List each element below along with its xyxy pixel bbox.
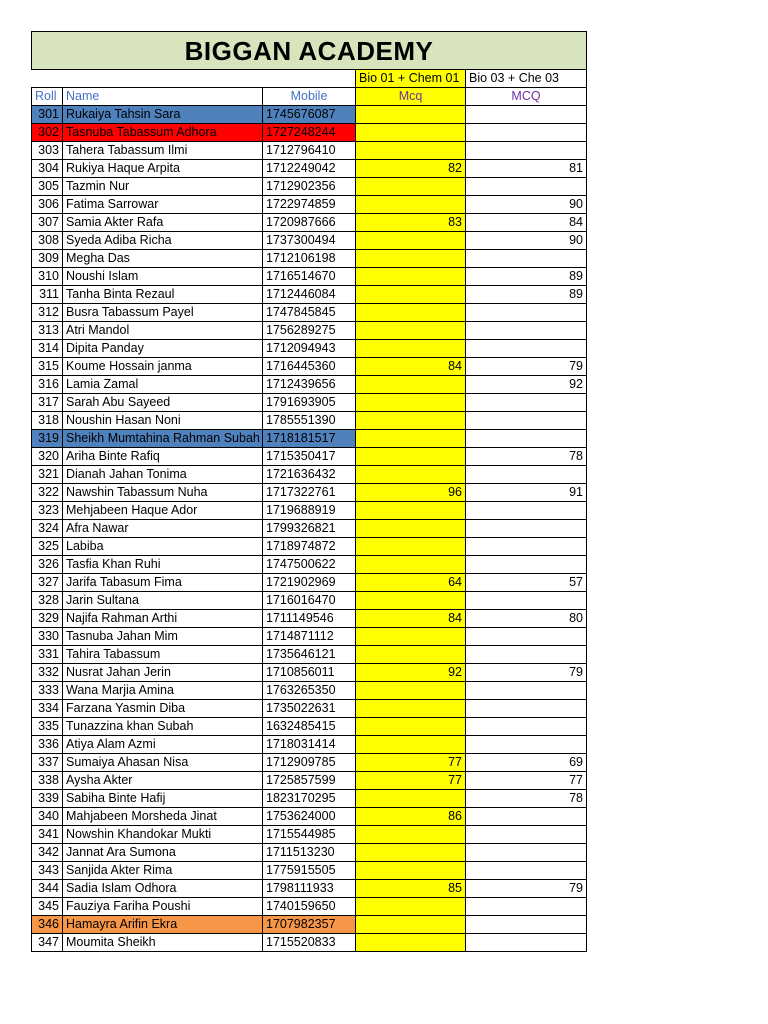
name-cell: Tunazzina khan Subah [63, 718, 263, 736]
mobile-cell: 1823170295 [263, 790, 356, 808]
roll-cell: 344 [32, 880, 63, 898]
mobile-cell: 1712106198 [263, 250, 356, 268]
group-header-row [32, 70, 587, 88]
header-mobile: Mobile [263, 88, 356, 106]
table-row [32, 214, 587, 232]
score-bio03-che03-cell [466, 592, 587, 610]
table-row [32, 556, 587, 574]
score-bio01-chem01-cell: 77 [356, 754, 466, 772]
table-row [32, 142, 587, 160]
mobile-cell: 1740159650 [263, 898, 356, 916]
score-bio03-che03-cell [466, 736, 587, 754]
table-row [32, 466, 587, 484]
name-cell: Koume Hossain janma [63, 358, 263, 376]
roll-cell: 327 [32, 574, 63, 592]
mobile-cell: 1711149546 [263, 610, 356, 628]
name-cell: Dianah Jahan Tonima [63, 466, 263, 484]
table-row [32, 178, 587, 196]
header-roll: Roll [32, 88, 63, 106]
name-cell: Jarifa Tabasum Fima [63, 574, 263, 592]
name-cell: Tanha Binta Rezaul [63, 286, 263, 304]
roll-cell: 329 [32, 610, 63, 628]
roll-cell: 328 [32, 592, 63, 610]
score-bio03-che03-cell [466, 826, 587, 844]
name-cell: Fatima Sarrowar [63, 196, 263, 214]
score-bio03-che03-cell: 84 [466, 214, 587, 232]
mobile-cell: 1763265350 [263, 682, 356, 700]
name-cell: Ariha Binte Rafiq [63, 448, 263, 466]
table-row [32, 304, 587, 322]
table-row [32, 358, 587, 376]
mobile-cell: 1756289275 [263, 322, 356, 340]
mobile-cell: 1735646121 [263, 646, 356, 664]
table-row [32, 646, 587, 664]
title-row [32, 32, 587, 70]
name-cell: Rukiya Haque Arpita [63, 160, 263, 178]
mobile-cell: 1720987666 [263, 214, 356, 232]
score-bio03-che03-cell: 91 [466, 484, 587, 502]
table-row [32, 790, 587, 808]
group-bio01-chem01: Bio 01 + Chem 01 [356, 70, 466, 88]
name-cell: Sanjida Akter Rima [63, 862, 263, 880]
roll-cell: 319 [32, 430, 63, 448]
score-bio03-che03-cell [466, 646, 587, 664]
mobile-cell: 1717322761 [263, 484, 356, 502]
score-bio03-che03-cell [466, 322, 587, 340]
mobile-cell: 1735022631 [263, 700, 356, 718]
score-bio03-che03-cell [466, 628, 587, 646]
table-row [32, 754, 587, 772]
header-name: Name [63, 88, 263, 106]
score-bio01-chem01-cell [356, 448, 466, 466]
table-row [32, 934, 587, 952]
table-row [32, 844, 587, 862]
mobile-cell: 1718181517 [263, 430, 356, 448]
score-bio01-chem01-cell [356, 304, 466, 322]
score-bio03-che03-cell [466, 124, 587, 142]
table-row [32, 574, 587, 592]
score-bio01-chem01-cell: 84 [356, 610, 466, 628]
table-row [32, 322, 587, 340]
name-cell: Farzana Yasmin Diba [63, 700, 263, 718]
table-row [32, 664, 587, 682]
mobile-cell: 1737300494 [263, 232, 356, 250]
score-bio01-chem01-cell: 64 [356, 574, 466, 592]
score-bio01-chem01-cell [356, 826, 466, 844]
roll-cell: 312 [32, 304, 63, 322]
name-cell: Sabiha Binte Hafij [63, 790, 263, 808]
table-row [32, 520, 587, 538]
mobile-cell: 1707982357 [263, 916, 356, 934]
score-bio03-che03-cell: 77 [466, 772, 587, 790]
mobile-cell: 1715350417 [263, 448, 356, 466]
score-bio03-che03-cell: 80 [466, 610, 587, 628]
score-bio03-che03-cell [466, 412, 587, 430]
name-cell: Wana Marjia Amina [63, 682, 263, 700]
table-row [32, 430, 587, 448]
mobile-cell: 1712902356 [263, 178, 356, 196]
roll-cell: 313 [32, 322, 63, 340]
table-row [32, 160, 587, 178]
score-bio01-chem01-cell [356, 466, 466, 484]
name-cell: Sadia Islam Odhora [63, 880, 263, 898]
roll-cell: 320 [32, 448, 63, 466]
mobile-cell: 1718031414 [263, 736, 356, 754]
table-row [32, 412, 587, 430]
name-cell: Sarah Abu Sayeed [63, 394, 263, 412]
roll-cell: 335 [32, 718, 63, 736]
mobile-cell: 1798111933 [263, 880, 356, 898]
score-bio01-chem01-cell: 92 [356, 664, 466, 682]
group-bio03-che03: Bio 03 + Che 03 [466, 70, 587, 88]
mobile-cell: 1747500622 [263, 556, 356, 574]
score-bio01-chem01-cell: 96 [356, 484, 466, 502]
score-bio03-che03-cell [466, 682, 587, 700]
roll-cell: 304 [32, 160, 63, 178]
score-bio01-chem01-cell: 84 [356, 358, 466, 376]
roll-cell: 330 [32, 628, 63, 646]
roll-cell: 323 [32, 502, 63, 520]
table-row [32, 736, 587, 754]
score-bio03-che03-cell [466, 718, 587, 736]
mobile-cell: 1714871112 [263, 628, 356, 646]
mobile-cell: 1712439656 [263, 376, 356, 394]
name-cell: Aysha Akter [63, 772, 263, 790]
name-cell: Tasnuba Tabassum Adhora [63, 124, 263, 142]
roll-cell: 308 [32, 232, 63, 250]
score-bio03-che03-cell: 69 [466, 754, 587, 772]
mobile-cell: 1715520833 [263, 934, 356, 952]
score-bio01-chem01-cell [356, 862, 466, 880]
name-cell: Sheikh Mumtahina Rahman Subah [63, 430, 263, 448]
score-bio01-chem01-cell [356, 286, 466, 304]
table-row [32, 268, 587, 286]
roll-cell: 342 [32, 844, 63, 862]
table-row [32, 898, 587, 916]
name-cell: Nawshin Tabassum Nuha [63, 484, 263, 502]
name-cell: Najifa Rahman Arthi [63, 610, 263, 628]
table-row [32, 484, 587, 502]
roll-cell: 303 [32, 142, 63, 160]
name-cell: Mehjabeen Haque Ador [63, 502, 263, 520]
score-bio03-che03-cell [466, 934, 587, 952]
score-bio01-chem01-cell [356, 718, 466, 736]
mobile-cell: 1712249042 [263, 160, 356, 178]
score-sheet-table [31, 31, 587, 952]
mobile-cell: 1799326821 [263, 520, 356, 538]
score-bio03-che03-cell: 89 [466, 268, 587, 286]
score-bio01-chem01-cell [356, 232, 466, 250]
score-bio01-chem01-cell [356, 682, 466, 700]
score-bio03-che03-cell: 57 [466, 574, 587, 592]
table-row [32, 700, 587, 718]
header-mcq-1: Mcq [356, 88, 466, 106]
score-bio03-che03-cell: 90 [466, 196, 587, 214]
roll-cell: 322 [32, 484, 63, 502]
score-bio03-che03-cell [466, 520, 587, 538]
score-bio03-che03-cell [466, 700, 587, 718]
name-cell: Tahera Tabassum Ilmi [63, 142, 263, 160]
table-row [32, 862, 587, 880]
roll-cell: 301 [32, 106, 63, 124]
score-bio03-che03-cell [466, 142, 587, 160]
column-header-row [32, 88, 587, 106]
roll-cell: 341 [32, 826, 63, 844]
score-bio03-che03-cell [466, 916, 587, 934]
name-cell: Labiba [63, 538, 263, 556]
mobile-cell: 1711513230 [263, 844, 356, 862]
score-bio01-chem01-cell [356, 538, 466, 556]
mobile-cell: 1716514670 [263, 268, 356, 286]
roll-cell: 347 [32, 934, 63, 952]
header-mcq-2: MCQ [466, 88, 587, 106]
mobile-cell: 1716445360 [263, 358, 356, 376]
table-row [32, 718, 587, 736]
name-cell: Lamia Zamal [63, 376, 263, 394]
score-bio03-che03-cell: 79 [466, 358, 587, 376]
score-bio01-chem01-cell [356, 520, 466, 538]
mobile-cell: 1745676087 [263, 106, 356, 124]
roll-cell: 311 [32, 286, 63, 304]
table-row [32, 502, 587, 520]
roll-cell: 340 [32, 808, 63, 826]
score-bio03-che03-cell [466, 250, 587, 268]
table-row [32, 682, 587, 700]
table-row [32, 880, 587, 898]
table-row [32, 826, 587, 844]
table-row [32, 808, 587, 826]
mobile-cell: 1710856011 [263, 664, 356, 682]
score-bio01-chem01-cell [356, 178, 466, 196]
roll-cell: 306 [32, 196, 63, 214]
name-cell: Atri Mandol [63, 322, 263, 340]
score-bio01-chem01-cell [356, 556, 466, 574]
score-bio01-chem01-cell [356, 790, 466, 808]
name-cell: Nusrat Jahan Jerin [63, 664, 263, 682]
score-bio01-chem01-cell [356, 916, 466, 934]
score-bio03-che03-cell [466, 340, 587, 358]
score-bio01-chem01-cell [356, 628, 466, 646]
score-bio03-che03-cell [466, 466, 587, 484]
name-cell: Nowshin Khandokar Mukti [63, 826, 263, 844]
mobile-cell: 1753624000 [263, 808, 356, 826]
score-bio03-che03-cell [466, 178, 587, 196]
table-row [32, 538, 587, 556]
roll-cell: 339 [32, 790, 63, 808]
table-row [32, 124, 587, 142]
mobile-cell: 1785551390 [263, 412, 356, 430]
name-cell: Moumita Sheikh [63, 934, 263, 952]
name-cell: Samia Akter Rafa [63, 214, 263, 232]
mobile-cell: 1712446084 [263, 286, 356, 304]
roll-cell: 332 [32, 664, 63, 682]
name-cell: Noushi Islam [63, 268, 263, 286]
roll-cell: 331 [32, 646, 63, 664]
score-bio01-chem01-cell: 82 [356, 160, 466, 178]
score-bio01-chem01-cell [356, 412, 466, 430]
roll-cell: 345 [32, 898, 63, 916]
name-cell: Afra Nawar [63, 520, 263, 538]
score-bio01-chem01-cell [356, 898, 466, 916]
score-bio01-chem01-cell [356, 700, 466, 718]
score-bio01-chem01-cell [356, 430, 466, 448]
score-bio01-chem01-cell [356, 268, 466, 286]
score-bio01-chem01-cell: 85 [356, 880, 466, 898]
mobile-cell: 1712796410 [263, 142, 356, 160]
score-bio03-che03-cell: 92 [466, 376, 587, 394]
name-cell: Mahjabeen Morsheda Jinat [63, 808, 263, 826]
roll-cell: 310 [32, 268, 63, 286]
score-bio01-chem01-cell [356, 394, 466, 412]
mobile-cell: 1712909785 [263, 754, 356, 772]
roll-cell: 315 [32, 358, 63, 376]
roll-cell: 321 [32, 466, 63, 484]
name-cell: Tasnuba Jahan Mim [63, 628, 263, 646]
name-cell: Syeda Adiba Richa [63, 232, 263, 250]
score-bio03-che03-cell [466, 430, 587, 448]
score-bio03-che03-cell [466, 556, 587, 574]
roll-cell: 338 [32, 772, 63, 790]
score-bio03-che03-cell: 81 [466, 160, 587, 178]
roll-cell: 343 [32, 862, 63, 880]
mobile-cell: 1722974859 [263, 196, 356, 214]
score-bio03-che03-cell [466, 898, 587, 916]
score-bio03-che03-cell: 79 [466, 664, 587, 682]
roll-cell: 318 [32, 412, 63, 430]
roll-cell: 346 [32, 916, 63, 934]
name-cell: Megha Das [63, 250, 263, 268]
table-row [32, 628, 587, 646]
score-bio01-chem01-cell [356, 124, 466, 142]
name-cell: Dipita Panday [63, 340, 263, 358]
score-bio01-chem01-cell: 77 [356, 772, 466, 790]
score-bio03-che03-cell: 79 [466, 880, 587, 898]
score-bio03-che03-cell [466, 844, 587, 862]
roll-cell: 334 [32, 700, 63, 718]
name-cell: Atiya Alam Azmi [63, 736, 263, 754]
roll-cell: 309 [32, 250, 63, 268]
score-bio01-chem01-cell [356, 502, 466, 520]
score-bio01-chem01-cell: 86 [356, 808, 466, 826]
roll-cell: 324 [32, 520, 63, 538]
score-bio01-chem01-cell [356, 196, 466, 214]
mobile-cell: 1721636432 [263, 466, 356, 484]
score-bio03-che03-cell [466, 106, 587, 124]
roll-cell: 336 [32, 736, 63, 754]
mobile-cell: 1712094943 [263, 340, 356, 358]
roll-cell: 333 [32, 682, 63, 700]
roll-cell: 316 [32, 376, 63, 394]
score-bio03-che03-cell [466, 862, 587, 880]
score-bio01-chem01-cell [356, 106, 466, 124]
name-cell: Jannat Ara Sumona [63, 844, 263, 862]
score-bio01-chem01-cell [356, 646, 466, 664]
mobile-cell: 1721902969 [263, 574, 356, 592]
name-cell: Busra Tabassum Payel [63, 304, 263, 322]
score-bio03-che03-cell [466, 502, 587, 520]
score-bio01-chem01-cell [356, 322, 466, 340]
score-bio01-chem01-cell [356, 376, 466, 394]
roll-cell: 317 [32, 394, 63, 412]
table-row [32, 376, 587, 394]
group-blank-cell [32, 70, 356, 88]
score-bio03-che03-cell: 90 [466, 232, 587, 250]
roll-cell: 314 [32, 340, 63, 358]
table-row [32, 250, 587, 268]
name-cell: Fauziya Fariha Poushi [63, 898, 263, 916]
table-row [32, 772, 587, 790]
mobile-cell: 1718974872 [263, 538, 356, 556]
table-row [32, 340, 587, 358]
roll-cell: 325 [32, 538, 63, 556]
mobile-cell: 1725857599 [263, 772, 356, 790]
score-bio03-che03-cell [466, 304, 587, 322]
table-row [32, 196, 587, 214]
name-cell: Sumaiya Ahasan Nisa [63, 754, 263, 772]
name-cell: Jarin Sultana [63, 592, 263, 610]
mobile-cell: 1791693905 [263, 394, 356, 412]
score-bio03-che03-cell [466, 808, 587, 826]
score-bio03-che03-cell: 78 [466, 790, 587, 808]
table-row [32, 286, 587, 304]
score-bio01-chem01-cell [356, 592, 466, 610]
score-bio01-chem01-cell [356, 340, 466, 358]
table-row [32, 592, 587, 610]
score-bio03-che03-cell: 89 [466, 286, 587, 304]
name-cell: Tahira Tabassum [63, 646, 263, 664]
score-bio01-chem01-cell [356, 934, 466, 952]
score-bio01-chem01-cell: 83 [356, 214, 466, 232]
table-row [32, 610, 587, 628]
name-cell: Rukaiya Tahsin Sara [63, 106, 263, 124]
name-cell: Tasfia Khan Ruhi [63, 556, 263, 574]
score-bio01-chem01-cell [356, 142, 466, 160]
roll-cell: 326 [32, 556, 63, 574]
table-row [32, 448, 587, 466]
mobile-cell: 1747845845 [263, 304, 356, 322]
mobile-cell: 1727248244 [263, 124, 356, 142]
table-row [32, 916, 587, 934]
roll-cell: 307 [32, 214, 63, 232]
mobile-cell: 1632485415 [263, 718, 356, 736]
roll-cell: 337 [32, 754, 63, 772]
table-row [32, 106, 587, 124]
name-cell: Tazmin Nur [63, 178, 263, 196]
academy-title: BIGGAN ACADEMY [32, 32, 587, 70]
roll-cell: 302 [32, 124, 63, 142]
score-bio03-che03-cell: 78 [466, 448, 587, 466]
name-cell: Noushin Hasan Noni [63, 412, 263, 430]
table-row [32, 232, 587, 250]
score-bio01-chem01-cell [356, 250, 466, 268]
mobile-cell: 1775915505 [263, 862, 356, 880]
mobile-cell: 1719688919 [263, 502, 356, 520]
mobile-cell: 1716016470 [263, 592, 356, 610]
table-row [32, 394, 587, 412]
score-bio01-chem01-cell [356, 844, 466, 862]
name-cell: Hamayra Arifin Ekra [63, 916, 263, 934]
mobile-cell: 1715544985 [263, 826, 356, 844]
roll-cell: 305 [32, 178, 63, 196]
score-bio03-che03-cell [466, 394, 587, 412]
score-bio01-chem01-cell [356, 736, 466, 754]
score-bio03-che03-cell [466, 538, 587, 556]
